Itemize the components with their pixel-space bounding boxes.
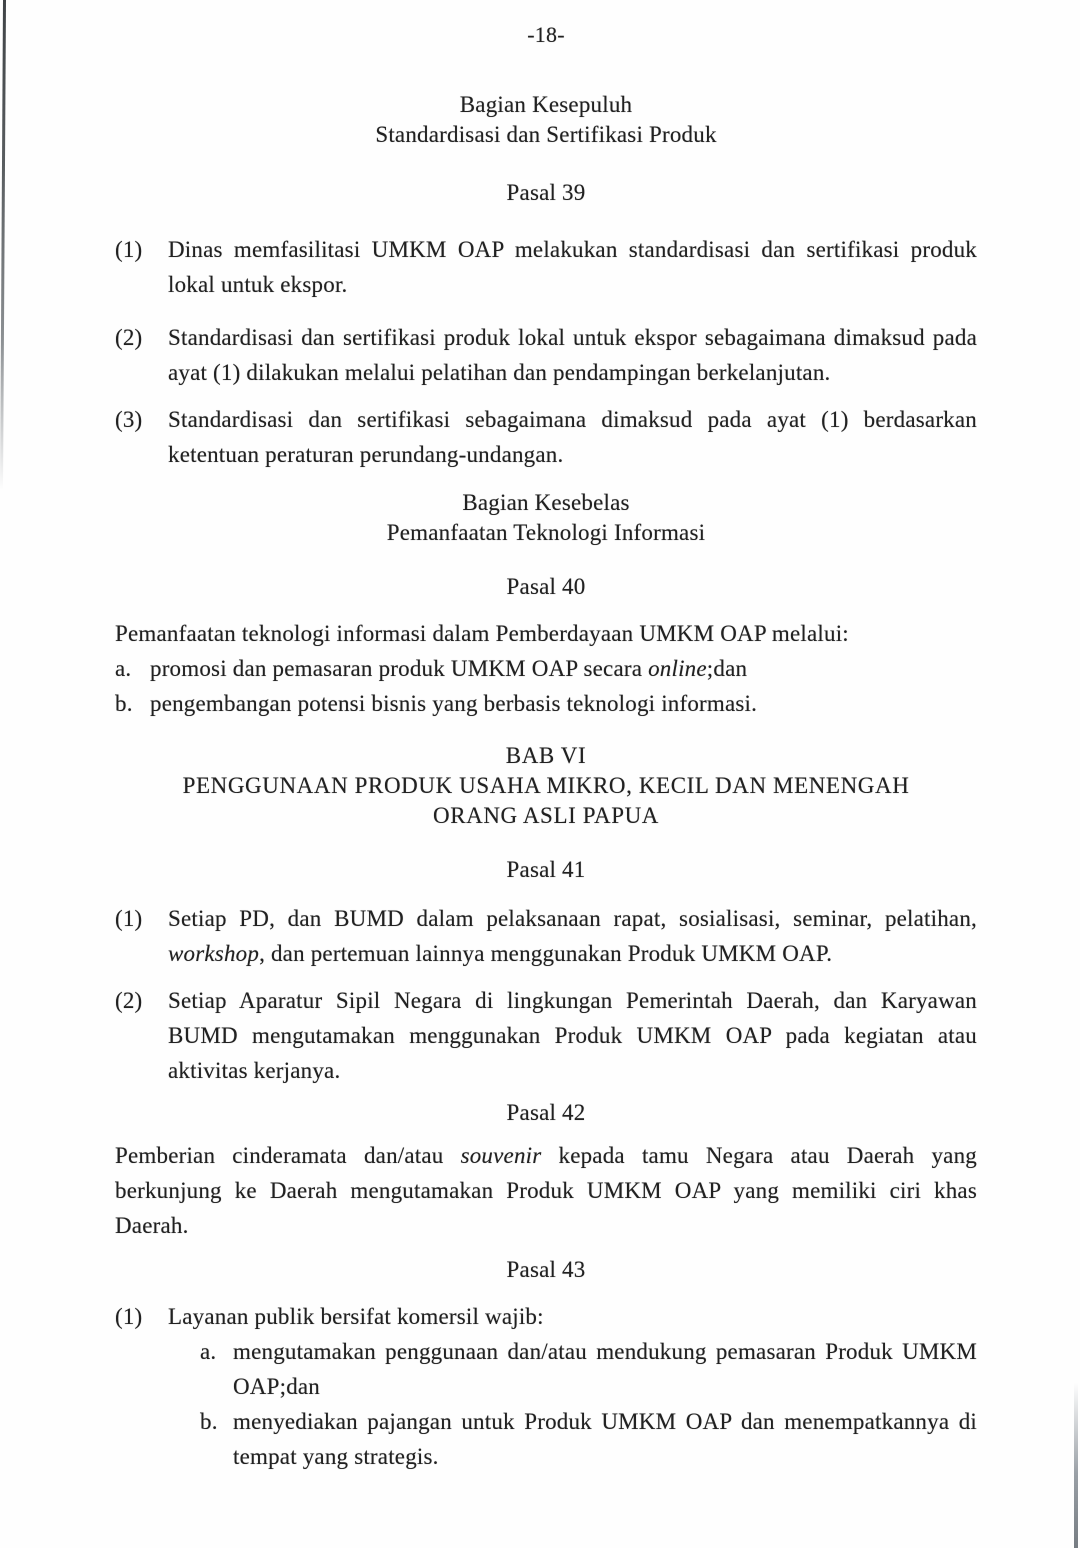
- pasal40-item-b-text: pengembangan potensi bisnis yang berbasis teknologi informasi.: [150, 691, 758, 716]
- bab6-heading: [115, 741, 977, 831]
- pasal39-item-1-text: Dinas memfasilitasi UMKM OAP melakukan standardisasi dan sertifikasi produk lokal untuk ekspor.: [168, 237, 977, 297]
- pasal43-subitem-a-number: a.: [200, 1339, 217, 1364]
- section-heading-kesepuluh: [115, 90, 977, 150]
- pasal40-item-a-text-post: ;dan: [706, 656, 748, 681]
- pasal39-title: Pasal 39: [506, 180, 586, 205]
- pasal39-item-3: [115, 402, 977, 472]
- pasal41-item-2: [115, 983, 977, 1088]
- pasal43-subitem-b-text: menyediakan pajangan untuk Produk UMKM OAP dan menempatkannya di tempat yang strategis.: [233, 1409, 977, 1469]
- pasal41-title: Pasal 41: [506, 857, 586, 882]
- pasal43-item-1-number: (1): [115, 1304, 143, 1329]
- pasal40-title: Pasal 40: [506, 574, 586, 599]
- section11-heading-line1: Bagian Kesebelas: [462, 490, 630, 515]
- pasal41-item-2-text: Setiap Aparatur Sipil Negara di lingkungan Pemerintah Daerah, dan Karyawan BUMD mengutamakan menggunakan Produk UMKM OAP pada kegiatan atau aktivitas kerjanya.: [168, 988, 977, 1083]
- pasal43-item-1: [115, 1299, 977, 1474]
- pasal40-item-a-text: [150, 651, 977, 686]
- pasal40-item-a-text-pre: promosi dan pemasaran produk UMKM OAP secara: [150, 656, 649, 681]
- pasal39-item-3-number: (3): [115, 407, 143, 432]
- pasal40-item-a: [115, 651, 977, 686]
- pasal43-item-1-body: [168, 1299, 977, 1474]
- pasal41-item-1-text: [168, 901, 977, 971]
- pasal40-item-a-text-italic: online: [648, 656, 707, 681]
- pasal43-title: Pasal 43: [506, 1257, 586, 1282]
- bab6-line2: ORANG ASLI PAPUA: [432, 803, 660, 828]
- pasal41-item-1-text-italic: workshop: [168, 941, 260, 966]
- pasal40-item-b-number: b.: [115, 691, 133, 716]
- pasal43-subitem-a: [200, 1334, 977, 1404]
- section-heading-kesebelas: [115, 488, 977, 548]
- pasal39-item-2-text: Standardisasi dan sertifikasi produk lokal untuk ekspor sebagaimana dimaksud pada ayat (1) dilakukan melalui pelatihan dan pendampingan berkelanjutan.: [168, 325, 977, 385]
- pasal42-paragraph: [115, 1138, 977, 1243]
- scan-edge-artifact-right: [1074, 1383, 1078, 1548]
- pasal42-paragraph-italic: souvenir: [460, 1143, 542, 1168]
- pasal39-item-2: [115, 320, 977, 390]
- pasal41-item-1-text-pre: Setiap PD, dan BUMD dalam pelaksanaan rapat, sosialisasi, seminar, pelatihan,: [168, 906, 977, 931]
- pasal41-item-1-text-post: , dan pertemuan lainnya menggunakan Produk UMKM OAP.: [259, 941, 833, 966]
- pasal42-paragraph-post: kepada tamu Negara atau Daerah yang berkunjung ke Daerah mengutamakan Produk UMKM OAP yang memiliki ciri khas Daerah.: [115, 1143, 977, 1238]
- pasal41-item-1: [115, 901, 977, 971]
- section10-heading-line2: Standardisasi dan Sertifikasi Produk: [375, 122, 717, 147]
- pasal41-item-1-number: (1): [115, 906, 143, 931]
- pasal40-item-a-number: a.: [115, 656, 132, 681]
- pasal39-item-1-number: (1): [115, 237, 143, 262]
- pasal42-paragraph-pre: Pemberian cinderamata dan/atau: [115, 1143, 461, 1168]
- pasal43-item-1-text: Layanan publik bersifat komersil wajib:: [168, 1304, 544, 1329]
- pasal39-item-3-text: Standardisasi dan sertifikasi sebagaimana dimaksud pada ayat (1) berdasarkan ketentuan peraturan perundang-undangan.: [168, 407, 977, 467]
- pasal40-intro: Pemanfaatan teknologi informasi dalam Pemberdayaan UMKM OAP melalui:: [115, 621, 849, 646]
- pasal39-item-2-number: (2): [115, 325, 143, 350]
- section11-heading-line2: Pemanfaatan Teknologi Informasi: [386, 520, 706, 545]
- bab6-title: BAB VI: [505, 743, 587, 768]
- section10-heading-line1: Bagian Kesepuluh: [459, 92, 633, 117]
- pasal39-item-1: [115, 232, 977, 302]
- pasal41-item-2-number: (2): [115, 988, 143, 1013]
- pasal42-title: Pasal 42: [506, 1100, 586, 1125]
- page-number: -18-: [527, 22, 565, 47]
- pasal43-subitem-a-text: mengutamakan penggunaan dan/atau mendukung pemasaran Produk UMKM OAP;dan: [233, 1339, 977, 1399]
- pasal43-subitem-b-number: b.: [200, 1409, 218, 1434]
- bab6-line1: PENGGUNAAN PRODUK USAHA MIKRO, KECIL DAN MENENGAH: [182, 773, 910, 798]
- scan-edge-artifact-left: [0, 0, 6, 490]
- pasal43-subitem-b: [200, 1404, 977, 1474]
- pasal40-item-b: [115, 686, 977, 721]
